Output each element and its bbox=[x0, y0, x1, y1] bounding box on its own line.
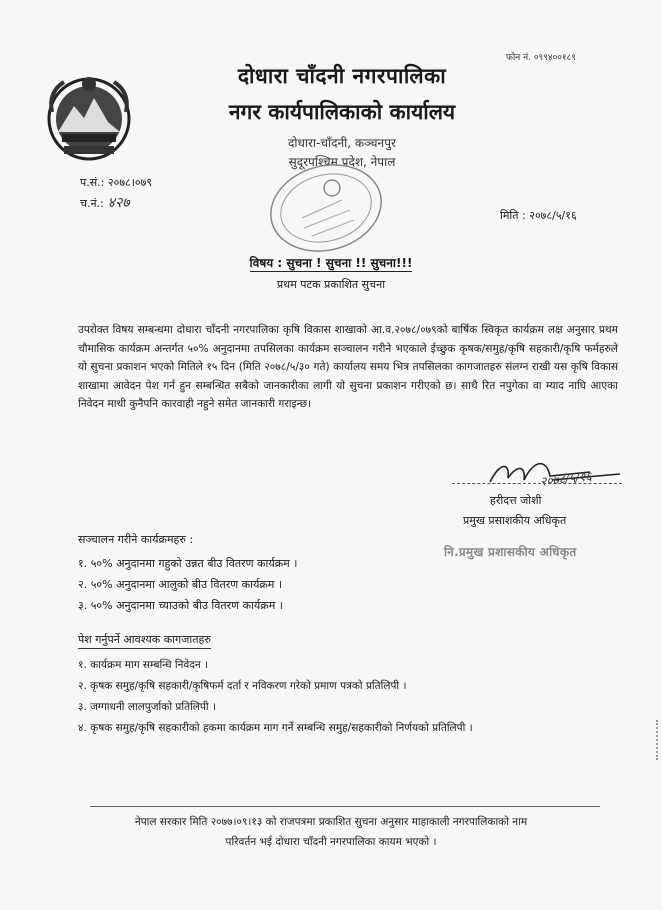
chalani-value: ४२७ bbox=[107, 195, 130, 211]
chalani-label: च.नं.: bbox=[80, 197, 104, 210]
designation-stamp: नि.प्रमुख प्रशासकीय अधिकृत bbox=[444, 545, 577, 559]
province-name: सुदूरपश्चिम प्रदेश, नेपाल bbox=[288, 155, 396, 169]
signature-line bbox=[452, 483, 622, 484]
list-item: १. ५०% अनुदानमा गहुको उन्नत बीउ वितरण कार्यक्रम । bbox=[78, 557, 298, 570]
notice-body: उपरोक्त विषय सम्बन्धमा दोधारा चाँदनी नगरपालिका कृषि विकास शाखाको आ.व.२०७८/०७९को बार्षिक स्विकृत कार्यक्रम लक्ष अनुसार प्रथम चौमासिक कार्यक्रम अन्तर्गत ५०% अनुदानमा तपसिलका कार्यक्रम सञ्चालन गरीने भएकाले ईच्छुक कृषक/समुह/कृषि सहकारी/कृषि फर्महरुले यो सुचना प्रकाशन भएको मितिले १५ दिन (मिति २०७८/५/३० गते) कार्यालय समय भित्र तपसिलका कागजातहरु संलग्न राखी यस कृषि विकास शाखामा आवेदन पेश गर्न हुन सम्बन्धित सबैको जानकारीका लागी यो सुचना प्रकाशन गरीएको छ। साथै रित नपुगेका वा म्याद नाघि आएका निवेदन माथी कुनैपनि कारवाही नहुने समेत जानकारी गराइन्छ। bbox=[78, 324, 618, 410]
footer-line-2: परिवर्तन भई दोधारा चाँदनी नगरपालिका कायम भएको । bbox=[225, 836, 437, 848]
notice-subtitle: प्रथम पटक प्रकाशित सुचना bbox=[276, 278, 386, 291]
signer-name: हरीदत्त जोशी bbox=[490, 494, 542, 507]
office-round-stamp bbox=[262, 158, 390, 258]
footer-divider bbox=[90, 806, 600, 807]
footer-note bbox=[0, 812, 662, 852]
phone-number: फोन नं. ०९९४००१८९ bbox=[506, 53, 576, 63]
office-name: नगर कार्यपालिकाको कार्यालय bbox=[228, 100, 456, 124]
documents-heading: पेश गर्नुपर्ने आवश्यक कागजातहरु bbox=[78, 632, 211, 649]
subject-text: विषय : सुचना ! सुचना !! सुचना!!! bbox=[249, 256, 413, 270]
programs-heading: सञ्चालन गरीने कार्यक्रमहरु : bbox=[78, 533, 194, 546]
list-item: २. कृषक समुह/कृषि सहकारी/कृषिफर्म दर्ता र नविकरण गरेको प्रमाण पत्रको प्रतिलिपी । bbox=[78, 680, 407, 692]
list-item: ३. जग्गाधनी लालपुर्जाको प्रतिलिपी । bbox=[78, 701, 216, 713]
subject-line bbox=[0, 254, 662, 271]
documents-list bbox=[78, 655, 473, 739]
scan-edge-marks bbox=[656, 720, 661, 760]
patra-sankhya: प.सं.: २०७८।०७९ bbox=[80, 176, 153, 189]
issue-date: मिति : २०७८/५/१६ bbox=[500, 209, 577, 222]
municipality-name: दोधारा चाँदनी नगरपालिका bbox=[237, 64, 447, 88]
footer-line-1: नेपाल सरकार मिति २०७७।०९।१३ को राजपत्रमा प्रकाशित सुचना अनुसार माहाकाली नगरपालिकाको नाम bbox=[134, 816, 528, 828]
list-item: ४. कृषक समुह/कृषि सहकारीको हकमा कार्यक्रम माग गर्ने सम्बन्धि समुह/सहकारीको निर्णयको प्रतिलिपी । bbox=[78, 722, 473, 734]
list-item: २. ५०% अनुदानमा आलुको बीउ वितरण कार्यक्रम । bbox=[78, 578, 283, 591]
office-address: दोधारा-चाँदनी, कञ्चनपुर bbox=[288, 136, 396, 150]
signature-date: २०७८/५/१६ bbox=[539, 469, 593, 489]
signer-designation: प्रमुख प्रसाशकीय अधिकृत bbox=[463, 514, 567, 527]
list-item: १. कार्यक्रम माग सम्बन्धि निवेदन । bbox=[78, 659, 208, 671]
list-item: ३. ५०% अनुदानमा च्याउको बीउ वितरण कार्यक्रम । bbox=[78, 599, 283, 612]
chalani-number bbox=[80, 193, 130, 212]
programs-list bbox=[78, 553, 297, 616]
